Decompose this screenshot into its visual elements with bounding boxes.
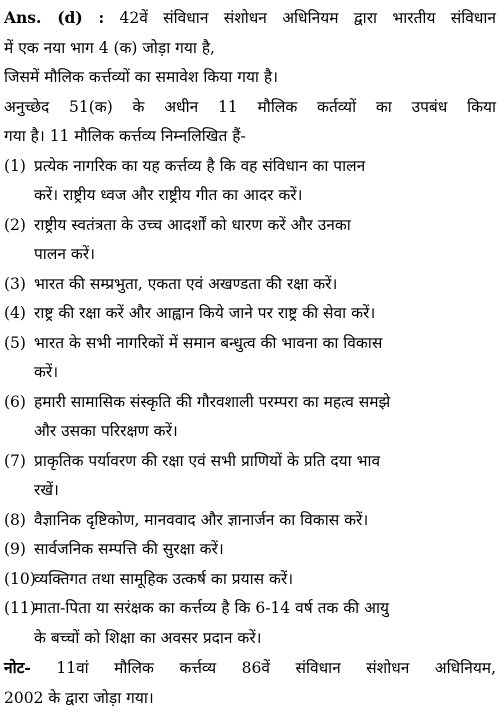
item-number: (10) xyxy=(4,569,36,588)
answer-intro-line1 xyxy=(4,3,496,34)
item-text: प्राकृतिक पर्यावरण की रक्षा एवं सभी प्राणियों के प्रति दया भाव xyxy=(34,451,381,470)
answer-line2: में एक नया भाग 4 (क) जोड़ा गया है, xyxy=(4,38,215,57)
list-item xyxy=(4,388,496,447)
note-text-1: 11वां मौलिक कर्त्तव्य 86वें संविधान संशोधन अधिनियम, xyxy=(56,659,497,677)
item-text: पालन करें। xyxy=(34,245,95,263)
list-item xyxy=(4,211,496,270)
item-number: (11) xyxy=(4,599,36,617)
item-text: हमारी सामासिक संस्कृति की गौरवशाली परम्परा का महत्व समझे xyxy=(34,392,391,411)
note-text-2: 2002 के द्वारा जोड़ा गया। xyxy=(4,688,154,707)
item-text: राष्ट्रीय स्वतंत्रता के उच्च आदर्शों को धारण करें और उनका xyxy=(34,215,351,234)
item-text: भारत के सभी नागरिकों में समान बन्धुत्व की भावना का विकास xyxy=(34,333,383,352)
item-text: के बच्चों को शिक्षा का अवसर प्रदान करें। xyxy=(34,628,262,647)
note-line1 xyxy=(4,653,496,684)
item-number: (2) xyxy=(4,215,26,234)
item-number: (4) xyxy=(4,304,26,322)
item-text: करें। xyxy=(34,363,59,381)
answer-intro-line4 xyxy=(4,93,496,123)
item-text: व्यक्तिगत तथा सामूहिक उत्कर्ष का प्रयास करें। xyxy=(34,569,294,588)
list-item xyxy=(4,565,496,595)
item-number: (7) xyxy=(4,451,26,470)
item-number: (3) xyxy=(4,274,26,293)
answer-line5: गया है। 11 मौलिक कर्त्तव्य निम्नलिखित हैं- xyxy=(4,127,246,145)
item-text: माता-पिता या सरंक्षक का कर्त्तव्य है कि 6-14 वर्ष तक की आयु xyxy=(34,599,389,617)
list-item xyxy=(4,447,496,506)
item-text: सार्वजनिक सम्पत्ति की सुरक्षा करें। xyxy=(34,540,224,558)
list-item xyxy=(4,329,496,388)
answer-line1: 42वें संविधान संशोधन अधिनियम द्वारा भारतीय संविधान xyxy=(119,9,497,27)
item-text: भारत की सम्प्रभुता, एकता एवं अखण्डता की रक्षा करें। xyxy=(34,274,338,293)
item-text: करें। राष्ट्रीय ध्वज और राष्ट्रीय गीत का आदर करें। xyxy=(34,186,303,204)
note-label: नोट- xyxy=(4,658,31,677)
item-number: (6) xyxy=(4,392,26,411)
answer-intro-line2 xyxy=(4,34,496,64)
item-number: (8) xyxy=(4,510,26,529)
list-item xyxy=(4,535,496,565)
item-text: रखें। xyxy=(34,481,59,499)
answer-label: Ans. (d) : xyxy=(4,8,105,27)
answer-line3: जिसमें मौलिक कर्त्तव्यों का समावेश किया गया है। xyxy=(4,68,278,86)
item-text: और उसका परिरक्षण करें। xyxy=(34,422,178,440)
item-text: राष्ट्र की रक्षा करें और आह्वान किये जाने पर राष्ट्र की सेवा करें। xyxy=(34,304,376,322)
item-text: प्रत्येक नागरिक का यह कर्त्तव्य है कि वह संविधान का पालन xyxy=(34,156,366,175)
item-number: (1) xyxy=(4,156,26,175)
answer-line4: अनुच्छेद 51(क) के अधीन 11 मौलिक कर्तव्यों का उपबंध किया xyxy=(4,97,496,116)
note-line2 xyxy=(4,684,496,714)
list-item xyxy=(4,152,496,211)
list-item xyxy=(4,594,496,653)
item-number: (5) xyxy=(4,333,26,352)
item-number: (9) xyxy=(4,540,26,558)
answer-intro-line3 xyxy=(4,63,496,93)
duties-list xyxy=(4,152,496,654)
answer-intro-line5 xyxy=(4,122,496,152)
item-text: वैज्ञानिक दृष्टिकोण, मानववाद और ज्ञानार्जन का विकास करें। xyxy=(34,510,369,529)
list-item xyxy=(4,506,496,536)
list-item xyxy=(4,299,496,329)
list-item xyxy=(4,270,496,300)
